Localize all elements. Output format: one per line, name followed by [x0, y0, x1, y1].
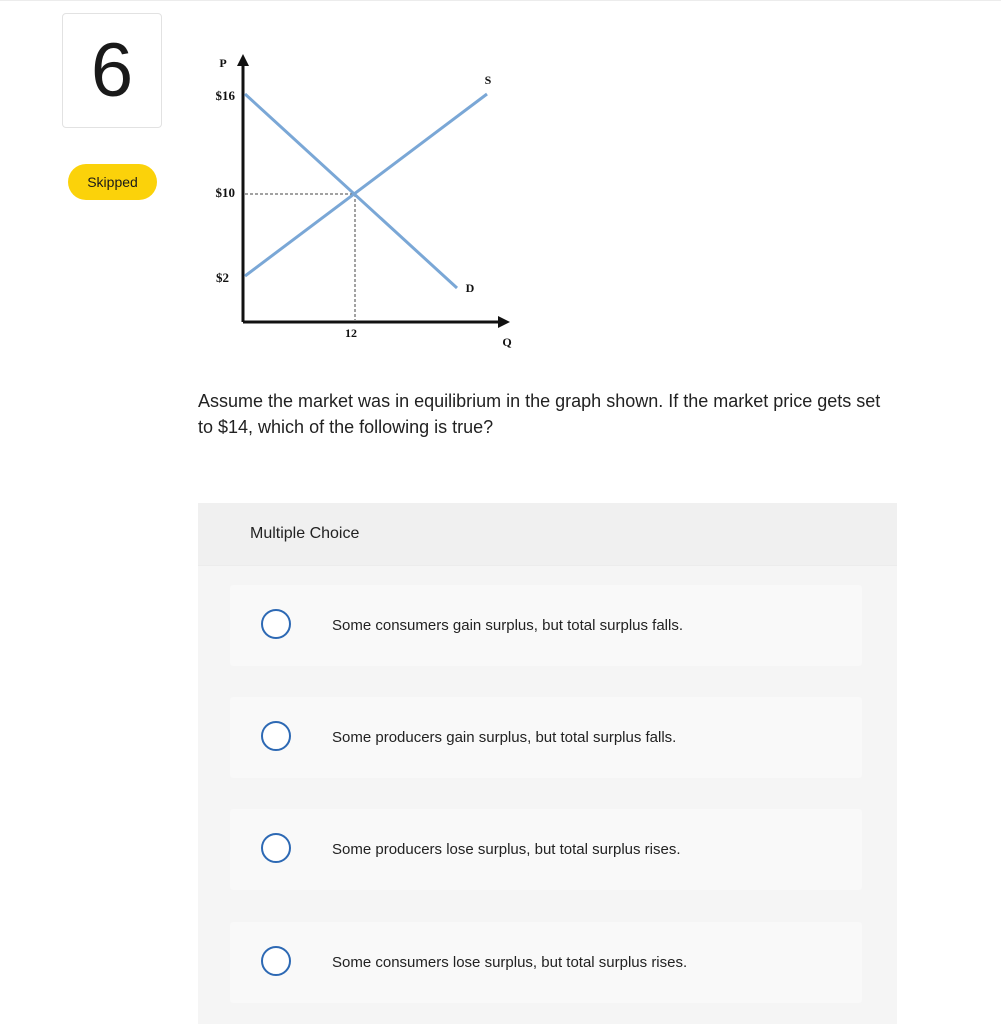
- status-badge: Skipped: [68, 164, 157, 200]
- choice-option-1[interactable]: [230, 585, 862, 666]
- choice-text: Some producers gain surplus, but total surplus falls.: [332, 729, 677, 746]
- radio-button[interactable]: [261, 609, 291, 639]
- x-axis-label: Q: [502, 335, 512, 349]
- supply-demand-graph: [195, 48, 525, 358]
- quantity-label-12: 12: [345, 326, 357, 340]
- question-number-box: [62, 13, 162, 128]
- price-label-2: $2: [216, 270, 229, 285]
- demand-line: [245, 94, 457, 288]
- question-text: Assume the market was in equilibrium in the graph shown. If the market price gets set to $14, which of the following is true?: [198, 391, 881, 437]
- y-axis-arrow: [237, 54, 249, 66]
- top-divider: [0, 0, 1001, 1]
- price-label-16: $16: [215, 88, 235, 103]
- choice-option-4[interactable]: [230, 922, 862, 1003]
- demand-label: D: [465, 281, 475, 295]
- supply-label: S: [484, 73, 492, 87]
- question-number: 6: [90, 27, 134, 113]
- choice-option-2[interactable]: [230, 697, 862, 778]
- radio-button[interactable]: [261, 721, 291, 751]
- radio-button[interactable]: [261, 946, 291, 976]
- price-label-10: $10: [215, 185, 235, 200]
- radio-button[interactable]: [261, 833, 291, 863]
- choice-text: Some consumers lose surplus, but total surplus rises.: [332, 954, 688, 971]
- multiple-choice-header: Multiple Choice: [198, 503, 897, 566]
- choice-text: Some producers lose surplus, but total surplus rises.: [332, 841, 681, 858]
- y-axis-label: P: [219, 56, 227, 70]
- choice-text: Some consumers gain surplus, but total surplus falls.: [332, 617, 683, 634]
- x-axis-arrow: [498, 316, 510, 328]
- multiple-choice-panel: [198, 503, 897, 1024]
- choice-option-3[interactable]: [230, 809, 862, 890]
- supply-line: [245, 94, 487, 276]
